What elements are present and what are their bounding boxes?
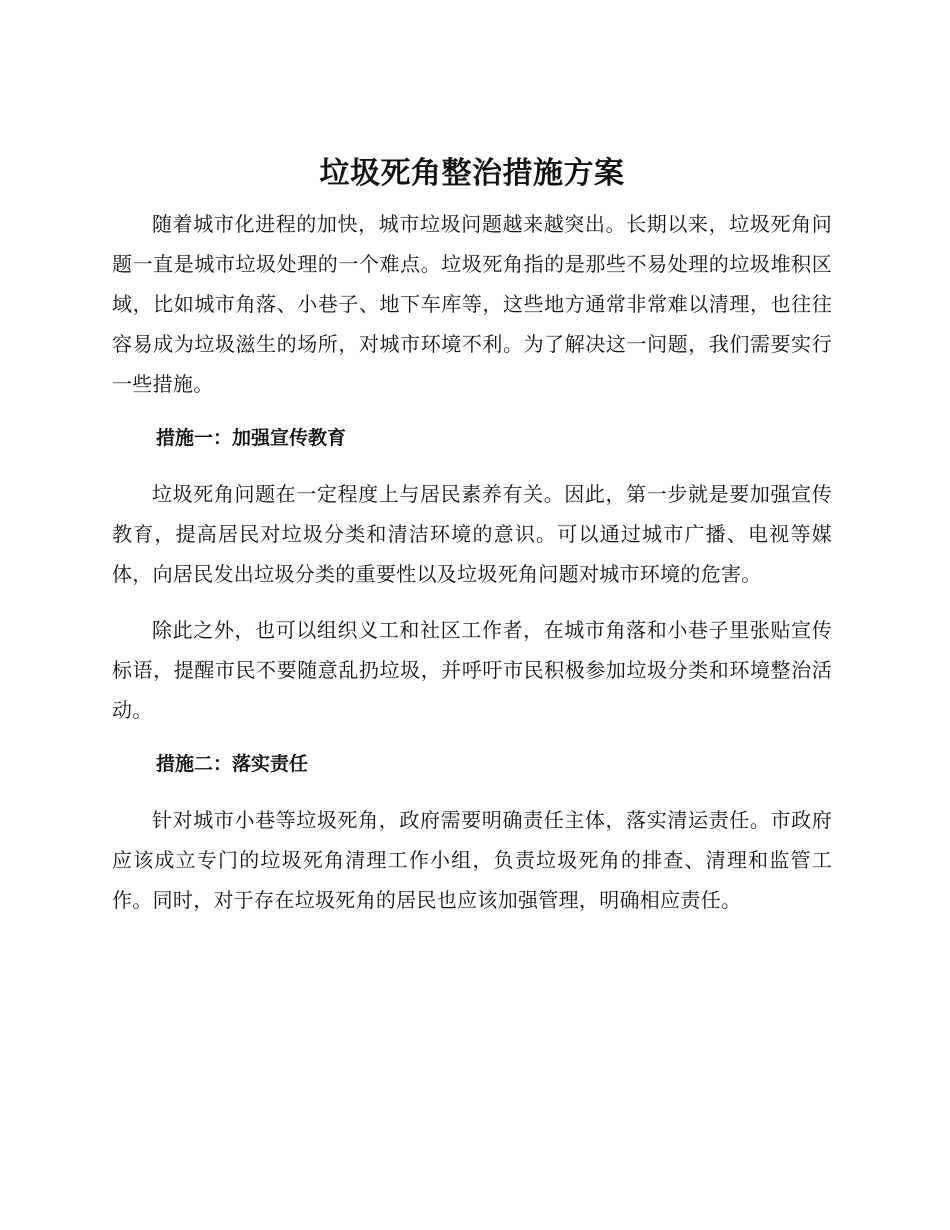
section-heading-measure-2: 措施二：落实责任: [156, 753, 309, 775]
document-page: [112, 148, 832, 920]
intro-paragraph: 随着城市化进程的加快，城市垃圾问题越来越突出。长期以来，垃圾死角问题一直是城市垃圾处理的一个难点。垃圾死角指的是那些不易处理的垃圾堆积区域，比如城市角落、小巷子、地下车库等，这些地方通常非常难以清理，也往往容易成为垃圾滋生的场所，对城市环境不利。为了解决这一问题，我们需要实行一些措施。: [112, 212, 832, 396]
document-title: 垃圾死角整治措施方案: [319, 156, 625, 191]
measure-1-paragraph-1: 垃圾死角问题在一定程度上与居民素养有关。因此，第一步就是要加强宣传教育，提高居民对垃圾分类和清洁环境的意识。可以通过城市广播、电视等媒体，向居民发出垃圾分类的重要性以及垃圾死角问题对城市环境的危害。: [112, 482, 832, 586]
measure-1-paragraph-2: 除此之外，也可以组织义工和社区工作者，在城市角落和小巷子里张贴宣传标语，提醒市民不要随意乱扔垃圾，并呼吁市民积极参加垃圾分类和环境整治活动。: [112, 618, 832, 722]
section-heading-measure-1: 措施一：加强宣传教育: [156, 427, 347, 449]
measure-2-paragraph-1: 针对城市小巷等垃圾死角，政府需要明确责任主体，落实清运责任。市政府应该成立专门的垃圾死角清理工作小组，负责垃圾死角的排查、清理和监管工作。同时，对于存在垃圾死角的居民也应该加强管理，明确相应责任。: [112, 808, 832, 912]
